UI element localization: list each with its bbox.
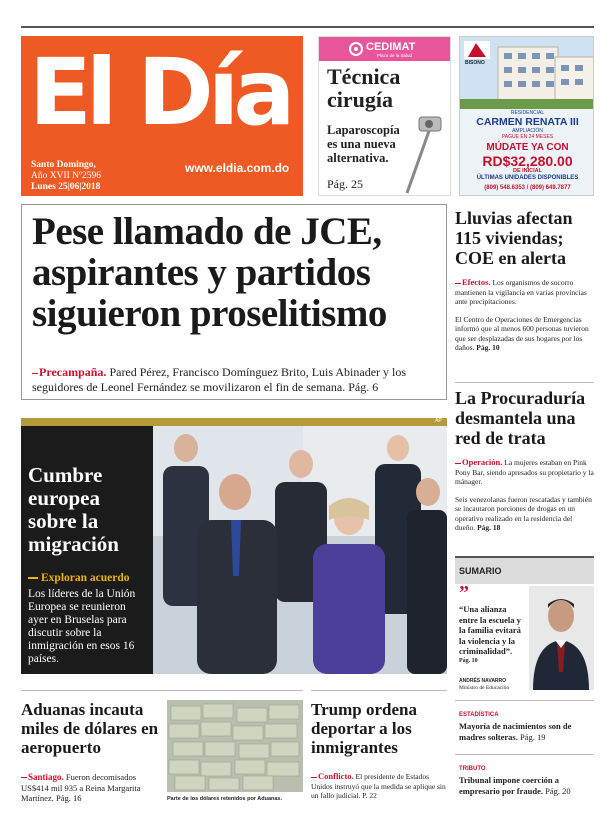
- lluvias-story[interactable]: [455, 208, 594, 353]
- lead-summary: [32, 365, 442, 395]
- procuraduria-p1-wrap: [455, 458, 594, 487]
- quote-mark-icon: ”: [459, 582, 469, 604]
- masthead: [21, 36, 303, 196]
- sumario-person-title: Ministro de Educación: [459, 685, 510, 691]
- cedimat-brand: CEDIMAT: [366, 41, 416, 53]
- lead-label: Precampaña.: [32, 365, 106, 379]
- divider: [455, 700, 594, 701]
- trump-page: P. 22: [362, 791, 377, 800]
- trump-story[interactable]: [311, 700, 447, 801]
- sumario-quote-page: Pág. 10: [459, 658, 478, 664]
- procuraduria-headline[interactable]: La Procuraduría desmantela una red de trata: [455, 388, 586, 448]
- sumario-person-name: ANDRÉS NAVARRO: [459, 678, 507, 684]
- lluvias-headline[interactable]: Lluvias afectan 115 viviendas; COE en alerta: [455, 208, 573, 268]
- procuraduria-p2: Seis venezolanas fueron rescatadas y también se incautaron porciones de drogas en un operativo realizado en la residencia del dueño.: [455, 494, 592, 532]
- lluvias-p1-wrap: [455, 278, 594, 307]
- aduanas-label: Santiago.: [21, 772, 64, 782]
- laparoscope-icon: [399, 107, 449, 197]
- bisono-price: RD$32,280.00: [482, 153, 573, 169]
- sumario-item-2-text: Tribunal impone coerción a empresario por fraude.: [459, 775, 560, 796]
- sumario-item-1-label: ESTADÍSTICA: [459, 712, 499, 718]
- eu-leaders-photo[interactable]: [153, 426, 447, 674]
- aduanas-story[interactable]: [21, 700, 303, 818]
- dollars-photo[interactable]: [167, 700, 303, 792]
- lead-headline[interactable]: Pese llamado de JCE, aspirantes y partidos siguieron proselitismo: [32, 210, 387, 335]
- cedimat-page: Pág. 25: [327, 177, 363, 191]
- cedimat-body: Laparoscopía es una nueva alternativa.: [327, 123, 400, 165]
- ad-cedimat[interactable]: [318, 36, 451, 196]
- procuraduria-page: Pág. 18: [477, 523, 501, 532]
- bisono-residencial: RESIDENCIAL: [510, 110, 545, 116]
- cumbre-body: Los líderes de la Unión Europea se reunieron ayer en Bruselas para discutir sobre la inmigración en esos 16 países.: [28, 588, 136, 665]
- procuraduria-label: Operación.: [455, 457, 502, 467]
- divider: [311, 690, 447, 691]
- trump-label: Conflicto.: [311, 771, 354, 781]
- procuraduria-story[interactable]: [455, 388, 594, 533]
- sumario-item-1[interactable]: [459, 721, 592, 742]
- procuraduria-p1: La mujeres estaban en Pink Pony Bar, siendo apresados su propietario y la mánager.: [455, 458, 594, 486]
- lead-body: Pared Pérez, Francisco Domínguez Brito, Luis Abinader y los seguidores de Leonel Fernández se movilizaron el fin de semana. Pág. 6: [32, 365, 407, 394]
- lluvias-p2-wrap: [455, 315, 594, 353]
- lluvias-p1: Los organismos de socorro mantienen la vigilancia en varias provincias ante precipitaciones.: [455, 278, 587, 306]
- trump-headline[interactable]: Trump ordena deportar a los inmigrantes: [311, 700, 417, 757]
- sumario-header: [455, 558, 594, 584]
- photo-credit: AP: [435, 418, 442, 424]
- cedimat-logo-icon: [349, 42, 363, 56]
- procuraduria-p2-wrap: [455, 495, 594, 533]
- sumario-item-2[interactable]: [459, 775, 592, 796]
- cumbre-headline[interactable]: Cumbre europea sobre la migración: [28, 463, 119, 556]
- bisono-brand: BISONO: [465, 60, 485, 66]
- cumbre-story[interactable]: [21, 418, 447, 674]
- bisono-ampliacion: AMPLIACIÓN: [512, 128, 543, 134]
- minister-portrait: [529, 586, 594, 690]
- aduanas-page: Pág. 16: [55, 793, 82, 803]
- bisono-move: MÚDATE YA CON: [486, 142, 569, 153]
- cedimat-title: Técnica cirugía: [327, 64, 401, 112]
- aduanas-headline[interactable]: Aduanas incauta miles de dólares en aeropuerto: [21, 700, 159, 757]
- sumario-item-1-page: Pág. 19: [520, 731, 546, 742]
- cumbre-dark-panel: [21, 426, 153, 674]
- building-illustration-icon: [460, 37, 594, 109]
- sumario: [455, 556, 594, 818]
- cedimat-tagline: Plaza de la Salud: [377, 53, 413, 58]
- cumbre-label-wrap: [28, 572, 130, 584]
- newspaper-logo[interactable]: El Día: [29, 39, 290, 146]
- top-rule: [21, 26, 594, 28]
- trump-body: El presidente de Estados Unidos instruyó que la medida se aplique sin un fallo judicial.: [311, 772, 446, 800]
- sumario-heading: SUMARIO: [459, 566, 502, 576]
- divider: [21, 690, 303, 691]
- lluvias-p2: El Centro de Operaciones de Emergencias informó que al menos 600 personas tuvieron que ser desplazadas de sus hogares por los daños.: [455, 314, 589, 352]
- divider: [455, 754, 594, 755]
- sumario-quote[interactable]: “Una alianza entre la escuela y la familia evitará la violencia y la criminalidad”.: [459, 604, 521, 656]
- sumario-item-1-text: Mayoría de nacimientos son de madres solteras.: [459, 721, 572, 742]
- bisono-units: ÚLTIMAS UNIDADES DISPONIBLES: [476, 175, 579, 181]
- photo-top-band: [21, 418, 447, 426]
- masthead-url[interactable]: www.eldia.com.do: [185, 161, 290, 175]
- cumbre-label: Exploran acuerdo: [41, 572, 130, 584]
- masthead-date: Lunes 25|06|2018: [31, 182, 101, 192]
- divider: [455, 382, 594, 383]
- bisono-phones: (809) 548.6353 / (809) 649.7877: [484, 185, 571, 191]
- lluvias-label: Efectos.: [455, 277, 491, 287]
- lluvias-page: Pág. 10: [476, 343, 500, 352]
- bisono-small: PAGUE EN 24 MESES: [501, 134, 554, 140]
- sumario-item-2-label: TRIBUTO: [459, 766, 486, 772]
- aduanas-body: Fueron decomisados US$414 mil 935 a Reina Margarita Martínez.: [21, 772, 141, 803]
- aduanas-summary: [21, 772, 161, 804]
- cumbre-label-mark: [28, 577, 38, 579]
- sumario-item-2-page: Pág. 20: [545, 785, 571, 796]
- lead-story[interactable]: [21, 204, 447, 400]
- bisono-name: CARMEN RENATA III: [476, 116, 579, 128]
- trump-summary: [311, 772, 447, 801]
- aduanas-caption: Parte de los dólares retenidos por Aduanas.: [167, 796, 283, 802]
- bisono-inicial: DE INICIAL: [512, 168, 543, 174]
- ad-bisono[interactable]: [459, 36, 594, 196]
- masthead-edition: Año XVII Nº2596: [31, 171, 101, 181]
- masthead-city: Santo Domingo,: [31, 160, 96, 170]
